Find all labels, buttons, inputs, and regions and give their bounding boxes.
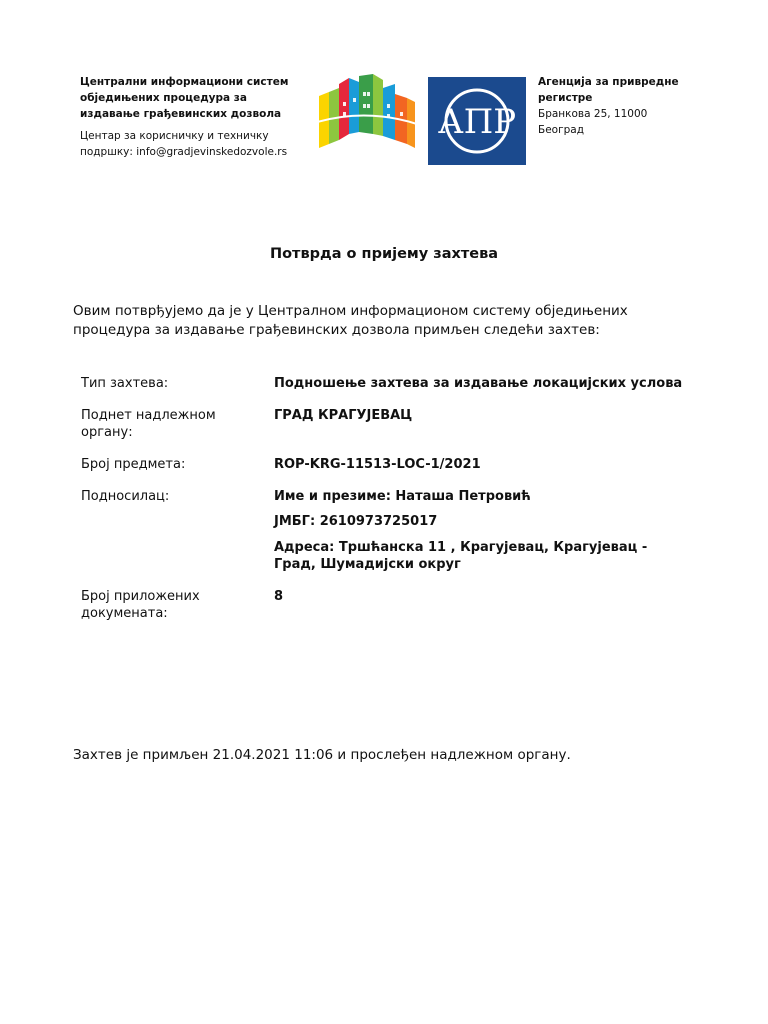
case-number-value: ROP-KRG-11513-LOC-1/2021 bbox=[274, 457, 481, 472]
request-type-value: Подношење захтева за издавање локацијских услова bbox=[274, 376, 683, 391]
header-apr-info bbox=[538, 74, 688, 138]
apr-title: Агенција за привредне регистре bbox=[538, 76, 679, 104]
buildings-logo-icon bbox=[317, 74, 417, 152]
applicant-label: Подносилац: bbox=[81, 489, 170, 504]
header-cis-info bbox=[80, 74, 305, 160]
authority-value: ГРАД КРАГУЈЕВАЦ bbox=[274, 408, 413, 423]
document-title: Потврда о пријему захтева bbox=[269, 246, 499, 262]
authority-label: Поднет надлежном органу: bbox=[81, 408, 216, 440]
apr-address: Бранкова 25, 11000 Београд bbox=[538, 108, 648, 136]
apr-logo-icon bbox=[428, 77, 526, 165]
apr-logo bbox=[428, 77, 526, 165]
attached-docs-value: 8 bbox=[274, 589, 284, 604]
attached-docs-label: Број приложених докумената: bbox=[81, 589, 200, 621]
case-number-label: Број предмета: bbox=[81, 457, 186, 472]
footer-statement: Захтев је примљен 21.04.2021 11:06 и прослеђен надлежном органу. bbox=[73, 747, 571, 763]
intro-paragraph: Овим потврђујемо да је у Централном информационом систему обједињених процедура за издавање грађевинских дозвола примљен следећи захтев: bbox=[73, 303, 628, 338]
support-contact: Центар за корисничку и техничку подршку: info@gradjevinskedozvole.rs bbox=[80, 130, 288, 158]
cis-title: Централни информациони систем обједињених процедура за издавање грађевинских дозвола bbox=[80, 76, 289, 120]
request-type-label: Тип захтева: bbox=[81, 376, 169, 391]
applicant-jmbg: ЈМБГ: 2610973725017 bbox=[274, 514, 438, 529]
apr-logo-text: АПР bbox=[437, 102, 517, 142]
applicant-name: Име и презиме: Наташа Петровић bbox=[274, 489, 531, 504]
applicant-address: Адреса: Тршћанска 11 , Крагујевац, Крагујевац - Град, Шумадијски округ bbox=[274, 540, 648, 572]
